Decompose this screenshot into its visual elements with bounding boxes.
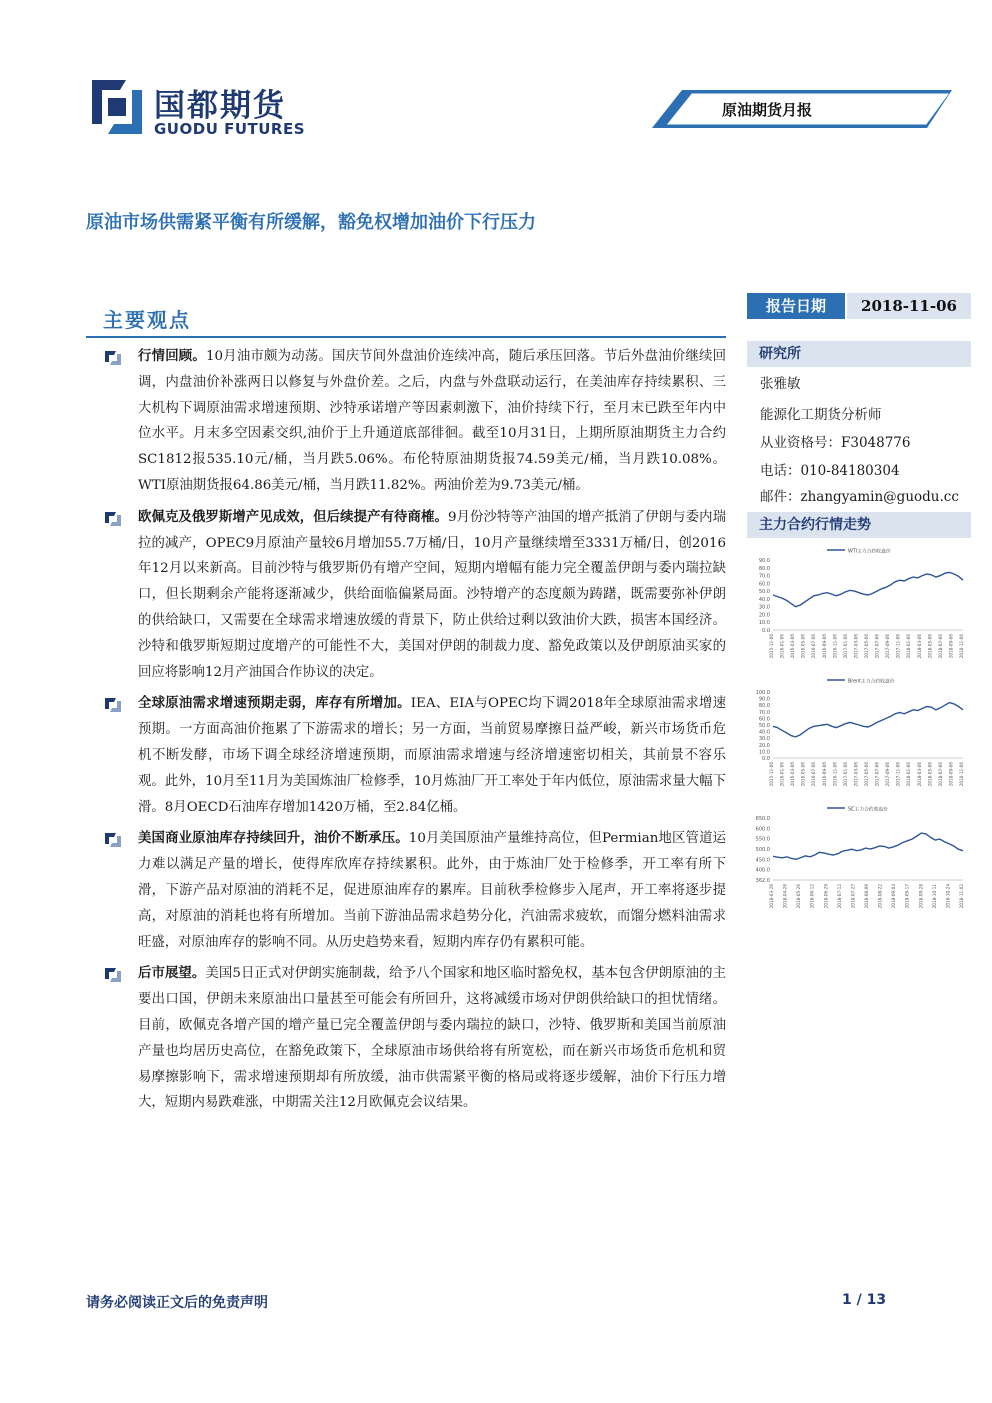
report-date-value: 2018-11-06 xyxy=(847,293,971,319)
report-type-banner xyxy=(652,90,952,128)
logo-text-cn: 国都期货 xyxy=(154,88,286,124)
x-tick-label: 2016-03-06 xyxy=(790,762,796,787)
main-body xyxy=(104,344,726,1122)
x-tick-label: 2018-06-29 xyxy=(823,884,829,909)
paragraph-text: 10月油市颇为动荡。国庆节间外盘油价连续冲高，随后承压回落。节后外盘油价继续回调，内盘油价补涨两日以修复与外盘价差。之后，内盘与外盘联动运行，在美油库存持续累积、三大机构下调原油需求增速预期、沙特承诺增产等因素刺激下，油价持续下行，至月末已跌至年内中位水平。月末多空因素交织,油价于上升通道底部徘徊。截至10月31日，上期所原油期货主力合约SC1812报535.10元/桶，当月跌5.06%。布伦特原油期货报74.59美元/桶，当月跌10.08%。WTI原油期货报64.86美元/桶，当月跌11.82%。两油价差为9.73美元/桶。 xyxy=(138,349,727,493)
x-tick-label: 2018-07-12 xyxy=(836,884,842,909)
x-tick-label: 2017-03-06 xyxy=(853,762,859,787)
x-tick-label: 2018-03-26 xyxy=(769,884,774,909)
analyst-name: 张雅敏 xyxy=(760,376,801,392)
logo-text-en: GUODU FUTURES xyxy=(154,120,306,138)
x-tick-label: 2018-03-06 xyxy=(916,634,922,659)
y-tick-label: 70.0 xyxy=(758,709,770,716)
bullet-icon xyxy=(104,511,122,527)
x-tick-label: 2016-07-06 xyxy=(811,634,817,659)
x-tick-label: 2018-11-06 xyxy=(959,634,964,659)
chart-heading: 主力合约行情走势 xyxy=(747,512,971,538)
y-tick-label: 60.0 xyxy=(758,581,770,588)
bullet-icon xyxy=(104,697,122,713)
x-tick-label: 2018-01-06 xyxy=(906,634,912,659)
x-tick-label: 2015-11-06 xyxy=(769,634,774,659)
y-tick-label: 40.0 xyxy=(758,596,770,603)
wti-line-chart xyxy=(747,542,971,670)
series-line xyxy=(773,833,963,859)
y-tick-label: 30.0 xyxy=(758,604,770,611)
y-tick-label: 0.0 xyxy=(762,756,770,762)
x-tick-label: 2018-09-06 xyxy=(948,634,954,659)
paragraph-us-inventory xyxy=(104,826,726,955)
x-tick-label: 2017-11-06 xyxy=(895,762,901,787)
x-tick-label: 2018-11-02 xyxy=(959,884,964,909)
bullet-icon xyxy=(104,350,122,366)
x-tick-label: 2018-08-09 xyxy=(864,884,869,909)
y-tick-label: 400.0 xyxy=(755,867,770,874)
y-tick-label: 90.0 xyxy=(758,696,770,703)
x-tick-label: 2018-04-26 xyxy=(782,884,788,909)
x-tick-label: 2018-10-11 xyxy=(931,884,937,909)
x-tick-label: 2016-05-06 xyxy=(800,762,806,787)
paragraph-text: IEA、EIA与OPEC均下调2018年全球原油需求增速预期。一方面高油价拖累了下游需求的增长；另一方面，当前贸易摩擦日益严峻，新兴市场货币危机不断发酵，市场下调全球经济增速预期，而原油需求增速与经济增速密切相关，其前景不容乐观。此外，10月至11月为美国炼油厂检修季，10月炼油厂开工率处于年内低位，原油需求量大幅下滑。8月OECD石油库存增加1420万桶，至2.84亿桶。 xyxy=(138,696,726,815)
x-tick-label: 2017-07-06 xyxy=(874,762,880,787)
x-tick-label: 2018-07-27 xyxy=(850,884,856,909)
y-tick-label: 40.0 xyxy=(758,729,770,736)
paragraph-market-review xyxy=(104,344,726,499)
x-tick-label: 2016-01-06 xyxy=(779,634,785,659)
y-tick-label: 100.0 xyxy=(755,690,770,696)
paragraph-lead: 后市展望。 xyxy=(138,966,206,982)
y-tick-label: 60.0 xyxy=(758,716,770,723)
y-tick-label: 500.0 xyxy=(755,847,770,853)
y-tick-label: 600.0 xyxy=(755,826,770,833)
x-tick-label: 2018-10-24 xyxy=(945,884,951,909)
disclaimer: 请务必阅读正文后的免责声明 xyxy=(86,1295,268,1311)
report-date xyxy=(747,293,971,319)
x-tick-label: 2018-09-04 xyxy=(891,884,897,909)
x-tick-label: 2016-09-06 xyxy=(821,634,827,659)
x-tick-label: 2017-09-06 xyxy=(885,634,891,659)
paragraph-text: 9月份沙特等产油国的增产抵消了伊朗与委内瑞拉的减产，OPEC9月原油产量较6月增加55.7万桶/日，10月产量继续增至3331万桶/日，创2016年12月以来新高。目前沙特与俄罗斯仍有增产空间，短期内增幅有能力完全覆盖伊朗与委内瑞拉缺口，但长期剩余产能将逐渐减少，供给面临偏紧局面。沙特增产的态度颇为踌躇，既需要弥补伊朗的供给缺口，又需要在全球需求增速放缓的背景下，防止供给过剩以致油价大跌，损害本国经济。沙特和俄罗斯短期过度增产的可能性不大，美国对伊朗的制裁力度、豁免政策以及伊朗原油买家的回应将影响12月产油国合作协议的决定。 xyxy=(138,509,726,680)
x-tick-label: 2018-09-06 xyxy=(948,762,954,787)
legend-label: Brent主力合约收盘价 xyxy=(848,679,895,685)
x-tick-label: 2016-11-06 xyxy=(832,762,838,787)
bullet-icon xyxy=(104,967,122,983)
x-tick-label: 2016-05-06 xyxy=(800,634,806,659)
paragraph-outlook xyxy=(104,961,726,1116)
x-tick-label: 2016-09-06 xyxy=(821,762,827,787)
y-tick-label: 20.0 xyxy=(758,742,770,749)
y-tick-label: 20.0 xyxy=(758,612,770,619)
series-line xyxy=(773,703,963,737)
x-tick-label: 2018-06-12 xyxy=(809,884,815,909)
x-tick-label: 2016-03-06 xyxy=(790,634,796,659)
x-tick-label: 2018-05-06 xyxy=(927,762,933,787)
x-tick-label: 2016-01-06 xyxy=(779,762,785,787)
paragraph-demand xyxy=(104,691,726,820)
analyst-license: 从业资格号：F3048776 xyxy=(760,435,911,451)
y-tick-label: 80.0 xyxy=(758,565,770,572)
y-tick-label: 50.0 xyxy=(758,589,770,596)
x-tick-label: 2017-05-06 xyxy=(864,762,869,787)
paragraph-text: 美国5日正式对伊朗实施制裁，给予八个国家和地区临时豁免权，基本包含伊朗原油的主要出口国，伊朗未来原油出口量甚至可能会有所回升，这将减缓市场对伊朗供给缺口的担忧情绪。目前，欧佩克各增产国的增产量已完全覆盖伊朗与委内瑞拉的缺口，沙特、俄罗斯和美国当前原油产量也均居历史高位，在豁免政策下，全球原油市场供给将有所宽松，而在新兴市场货币危机和贸易摩擦影响下，需求增速预期却有所放缓，油市供需紧平衡的格局或将逐步缓解，油价下行压力增大，短期内易跌难涨，中期需关注12月欧佩克会议结果。 xyxy=(138,966,726,1111)
x-tick-label: 2018-05-26 xyxy=(796,884,802,909)
chart-wti xyxy=(747,542,971,674)
y-tick-label: 10.0 xyxy=(758,620,770,627)
report-date-label: 报告日期 xyxy=(747,293,845,319)
y-tick-label: 0.0 xyxy=(762,628,770,634)
y-tick-label: 30.0 xyxy=(758,736,770,743)
x-tick-label: 2018-11-06 xyxy=(959,762,964,787)
x-tick-label: 2017-05-06 xyxy=(864,634,869,659)
paragraph-opec-russia xyxy=(104,505,726,686)
analyst-email: 邮件：zhangyamin@guodu.cc xyxy=(760,489,959,505)
x-tick-label: 2018-09-28 xyxy=(918,884,924,909)
x-tick-label: 2017-01-06 xyxy=(842,762,848,787)
report-headline: 原油市场供需紧平衡有所缓解，豁免权增加油价下行压力 xyxy=(86,212,536,233)
x-tick-label: 2017-03-06 xyxy=(853,634,859,659)
y-tick-label: 362.0 xyxy=(755,878,770,884)
x-tick-label: 2018-07-06 xyxy=(937,634,943,659)
x-tick-label: 2018-07-06 xyxy=(937,762,943,787)
y-tick-label: 450.0 xyxy=(755,857,770,864)
logo-mark-icon xyxy=(86,76,148,138)
page-number: 1 / 13 xyxy=(842,1292,887,1308)
paragraph-text: 10月美国原油产量维持高位，但Permian地区管道运力难以满足产量的增长，使得库欣库存持续累积。此外，由于炼油厂处于检修季，开工率有所下滑，下游产品对原油的消耗不足，促进原油库存的累库。目前秋季检修步入尾声，开工率将逐步提高，对原油的消耗也将有所增加。当前下游油品需求趋势分化，汽油需求疲软，而馏分燃料油需求旺盛，对原油库存的影响不同。从历史趋势来看，短期内库存仍有累积可能。 xyxy=(138,831,727,950)
x-tick-label: 2018-05-06 xyxy=(927,634,933,659)
y-tick-label: 550.0 xyxy=(755,836,770,843)
chart-brent xyxy=(747,672,971,802)
legend-label: WTI主力合约收盘价 xyxy=(848,549,891,555)
x-tick-label: 2017-01-06 xyxy=(842,634,848,659)
paragraph-lead: 行情回顾。 xyxy=(138,349,206,364)
paragraph-lead: 欧佩克及俄罗斯增产见成效，但后续提产有待商榷。 xyxy=(138,509,448,525)
y-tick-label: 10.0 xyxy=(758,749,770,756)
x-tick-label: 2016-07-06 xyxy=(811,762,817,787)
analyst-title: 能源化工期货分析师 xyxy=(760,407,882,423)
brent-line-chart xyxy=(747,672,971,798)
y-tick-label: 650.0 xyxy=(755,816,770,822)
x-tick-label: 2017-09-06 xyxy=(885,762,891,787)
y-tick-label: 50.0 xyxy=(758,723,770,729)
paragraph-lead: 全球原油需求增速预期走弱，库存有所增加。 xyxy=(138,696,411,712)
y-tick-label: 80.0 xyxy=(758,703,770,710)
x-tick-label: 2016-11-06 xyxy=(832,634,838,659)
x-tick-label: 2018-08-22 xyxy=(877,884,883,909)
x-tick-label: 2018-03-06 xyxy=(916,762,922,787)
bullet-icon xyxy=(104,832,122,848)
y-tick-label: 70.0 xyxy=(758,573,770,580)
legend-label: SC主力合约收盘价 xyxy=(848,807,888,813)
institute-heading: 研究所 xyxy=(747,341,971,367)
x-tick-label: 2018-09-17 xyxy=(904,884,910,909)
report-type-label: 原油期货月报 xyxy=(722,101,813,119)
analyst-phone: 电话：010-84180304 xyxy=(760,463,900,479)
x-tick-label: 2017-11-06 xyxy=(895,634,901,659)
x-tick-label: 2015-11-06 xyxy=(769,762,774,787)
company-logo xyxy=(86,76,336,140)
section-divider xyxy=(86,336,726,338)
series-line xyxy=(773,572,963,606)
sc-line-chart xyxy=(747,800,971,916)
x-tick-label: 2017-07-06 xyxy=(874,634,880,659)
paragraph-lead: 美国商业原油库存持续回升，油价不断承压。 xyxy=(138,831,409,847)
chart-sc xyxy=(747,800,971,920)
y-tick-label: 90.0 xyxy=(758,558,770,564)
x-tick-label: 2018-01-06 xyxy=(906,762,912,787)
section-title: 主要观点 xyxy=(103,308,191,332)
